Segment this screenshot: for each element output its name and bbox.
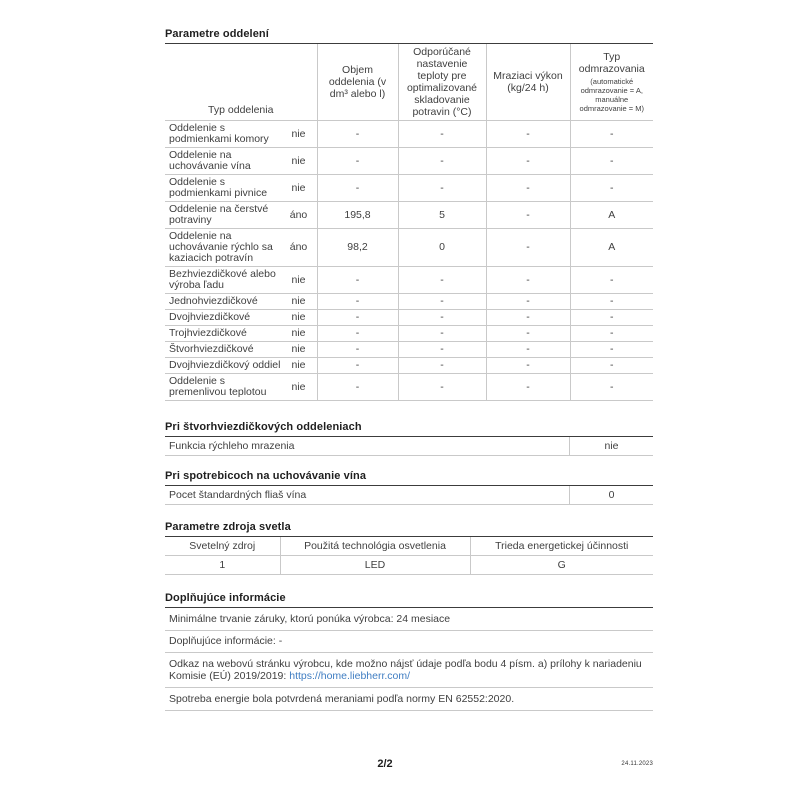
col-header-defrost-type (570, 44, 653, 121)
manufacturer-link-row (165, 653, 653, 688)
row-label: Oddelenie s podmienkami komory (169, 122, 269, 145)
row-temperature: - (398, 310, 486, 326)
manufacturer-website-link[interactable]: https://home.liebherr.com/ (289, 670, 411, 682)
row-defrost: - (570, 310, 653, 326)
row-volume: - (317, 326, 398, 342)
row-present: áno (289, 241, 308, 253)
light-source-table (165, 537, 653, 575)
col-header-volume: Objem oddelenia (v dm³ alebo l) (317, 44, 398, 121)
row-present: nie (291, 295, 306, 307)
table-row-one-star (165, 294, 653, 310)
row-defrost: - (570, 374, 653, 401)
table-row-no-star-ice (165, 267, 653, 294)
row-defrost: A (570, 202, 653, 229)
row-freezing: - (486, 121, 570, 148)
row-freezing: - (486, 267, 570, 294)
row-present: nie (291, 181, 306, 194)
row-temperature: - (398, 267, 486, 294)
row-volume: 98,2 (317, 229, 398, 267)
row-label: Oddelenie s podmienkami pivnice (169, 176, 268, 199)
row-present: áno (289, 208, 308, 221)
table-row-two-star-section (165, 358, 653, 374)
light-col-header-technology: Použitá technológia osvetlenia (280, 537, 470, 556)
row-temperature: 0 (398, 229, 486, 267)
row-volume: - (317, 342, 398, 358)
row-freezing: - (486, 342, 570, 358)
table-row-four-star (165, 342, 653, 358)
col-header-freezing-capacity: Mraziaci výkon (kg/24 h) (486, 44, 570, 121)
row-freezing: - (486, 326, 570, 342)
row-defrost: A (570, 229, 653, 267)
table-row-cellar (165, 175, 653, 202)
table-row-variable-temperature (165, 374, 653, 401)
row-label: Dvojhviezdičkové (169, 311, 251, 323)
row-present: nie (291, 343, 306, 355)
defrost-header-note: (automatické odmrazovanie = A, manuálne odmrazovanie = M) (579, 77, 644, 113)
row-volume: 195,8 (317, 202, 398, 229)
light-technology-value: LED (280, 556, 470, 575)
row-label: Štvorhviezdičkové (169, 343, 254, 355)
row-temperature: - (398, 294, 486, 310)
row-label: Jednohviezdičkové (169, 295, 258, 307)
row-freezing: - (486, 175, 570, 202)
row-defrost: - (570, 175, 653, 202)
row-defrost: - (570, 326, 653, 342)
row-freezing: - (486, 202, 570, 229)
document-date: 24.11.2023 (621, 761, 653, 767)
light-source-count: 1 (165, 556, 280, 575)
row-defrost: - (570, 267, 653, 294)
row-freezing: - (486, 294, 570, 310)
light-col-header-efficiency: Trieda energetickej účinnosti (470, 537, 653, 556)
section-title-compartments: Parametre oddelení (165, 28, 653, 44)
wine-storage-section (165, 470, 653, 505)
row-temperature: - (398, 121, 486, 148)
light-col-header-source: Svetelný zdroj (165, 537, 280, 556)
energy-measurement-row: Spotreba energie bola potvrdená meraniami podľa normy EN 62552:2020. (165, 688, 653, 711)
table-row-three-star (165, 326, 653, 342)
row-defrost: - (570, 294, 653, 310)
wine-bottles-row (165, 486, 653, 505)
row-defrost: - (570, 342, 653, 358)
row-present: nie (291, 311, 306, 323)
row-freezing: - (486, 229, 570, 267)
row-label: Oddelenie na uchovávanie vína (169, 149, 251, 172)
row-volume: - (317, 121, 398, 148)
row-temperature: - (398, 175, 486, 202)
fast-freeze-value: nie (569, 437, 653, 455)
row-volume: - (317, 267, 398, 294)
row-volume: - (317, 294, 398, 310)
light-source-value-row (165, 556, 653, 575)
row-volume: - (317, 374, 398, 401)
section-title-light-source: Parametre zdroja svetla (165, 521, 653, 537)
row-present: nie (291, 380, 306, 393)
manufacturer-link-text: Odkaz na webovú stránku výrobcu, kde možno nájsť údaje podľa bodu 4 písm. a) prílohy k nariadeniu Komisie (EÚ) 2019/2019: (169, 657, 642, 682)
warranty-row: Minimálne trvanie záruky, ktorú ponúka výrobca: 24 mesiace (165, 608, 653, 631)
row-freezing: - (486, 148, 570, 175)
row-present: nie (291, 273, 306, 286)
row-defrost: - (570, 121, 653, 148)
row-volume: - (317, 358, 398, 374)
page-number: 2/2 (377, 758, 393, 770)
row-label: Dvojhviezdičkový oddiel (169, 359, 281, 371)
table-row-chill-compartment (165, 121, 653, 148)
table-row-wine-storage (165, 148, 653, 175)
compartment-parameters-section (165, 28, 653, 401)
section-title-wine: Pri spotrebicoch na uchovávanie vína (165, 470, 653, 486)
row-label: Oddelenie na uchovávanie rýchlo sa kaziacich potravín (169, 230, 273, 264)
row-freezing: - (486, 374, 570, 401)
section-title-additional-info: Doplňujúce informácie (165, 592, 653, 608)
row-temperature: - (398, 148, 486, 175)
row-freezing: - (486, 358, 570, 374)
table-row-perishable-food (165, 229, 653, 267)
table-row-fresh-food (165, 202, 653, 229)
col-header-temperature: Odporúčané nastavenie teploty pre optimalizované skladovanie potravin (°C) (398, 44, 486, 121)
fast-freeze-label: Funkcia rýchleho mrazenia (169, 439, 295, 452)
extra-info-row: Doplňujúce informácie: - (165, 631, 653, 654)
row-temperature: - (398, 326, 486, 342)
row-temperature: - (398, 374, 486, 401)
wine-bottles-value: 0 (569, 486, 653, 504)
row-volume: - (317, 175, 398, 202)
row-present: nie (291, 127, 306, 140)
compartment-table-header-row (165, 44, 653, 121)
wine-bottles-label: Pocet štandardných fliaš vína (169, 488, 307, 501)
row-label: Trojhviezdičkové (169, 327, 247, 339)
section-title-four-star: Pri štvorhviezdičkových oddeleniach (165, 421, 653, 437)
four-star-section (165, 421, 653, 456)
document-content (165, 28, 653, 711)
row-present: nie (291, 327, 306, 339)
row-defrost: - (570, 358, 653, 374)
row-label: Oddelenie na čerstvé potraviny (169, 203, 269, 226)
row-temperature: 5 (398, 202, 486, 229)
row-volume: - (317, 310, 398, 326)
defrost-header-main: Typ odmrazovania (578, 51, 645, 75)
row-temperature: - (398, 358, 486, 374)
row-freezing: - (486, 310, 570, 326)
compartment-table (165, 44, 653, 401)
light-source-header-row (165, 537, 653, 556)
fast-freeze-row (165, 437, 653, 456)
light-source-section (165, 521, 653, 575)
table-row-two-star (165, 310, 653, 326)
row-label: Bezhviezdičkové alebo výroba ľadu (169, 268, 276, 291)
row-defrost: - (570, 148, 653, 175)
row-volume: - (317, 148, 398, 175)
row-present: nie (291, 359, 306, 371)
col-header-type: Typ oddelenia (165, 44, 317, 121)
row-present: nie (291, 154, 306, 167)
row-label: Oddelenie s premenlivou teplotou (169, 375, 267, 398)
row-temperature: - (398, 342, 486, 358)
light-efficiency-value: G (470, 556, 653, 575)
additional-info-section (165, 592, 653, 711)
